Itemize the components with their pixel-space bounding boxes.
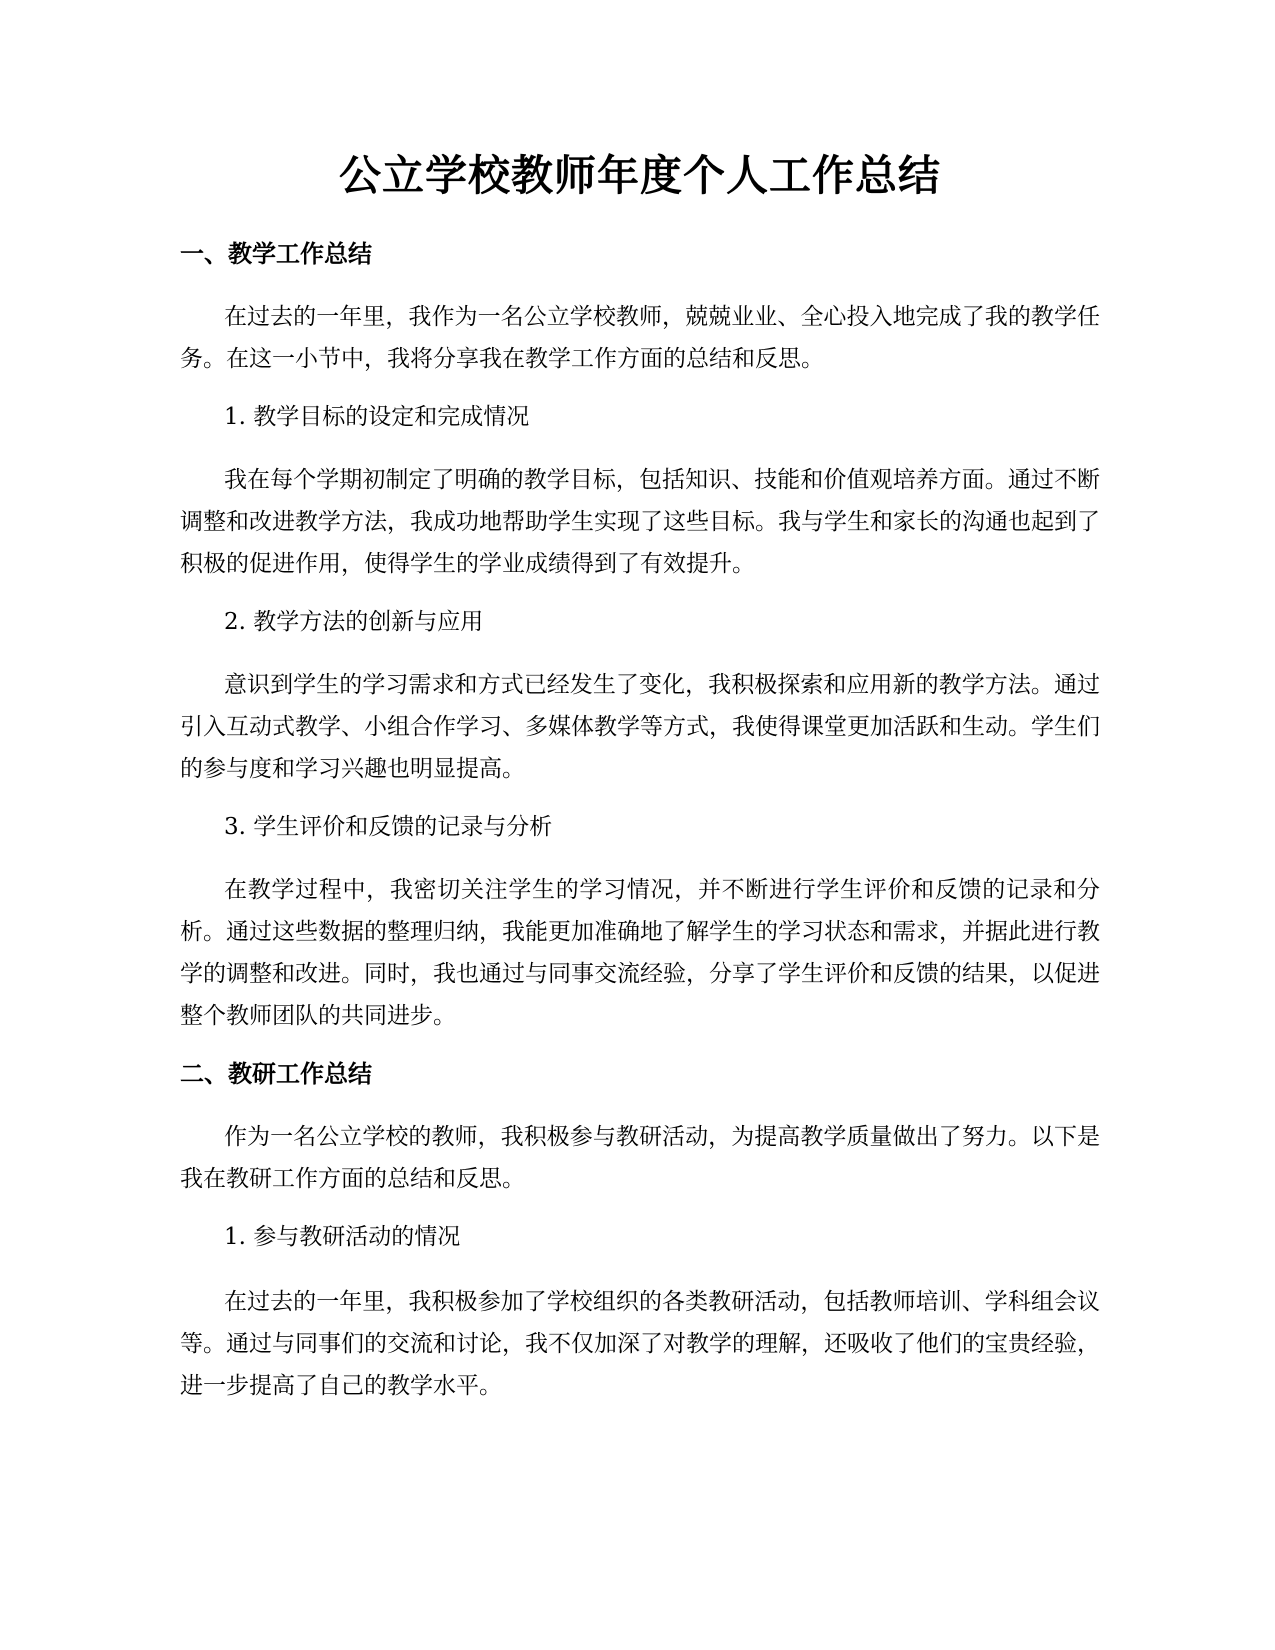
paragraph-teaching-methods: 意识到学生的学习需求和方式已经发生了变化，我积极探索和应用新的教学方法。通过引入互动式教学、小组合作学习、多媒体教学等方式，我使得课堂更加活跃和生动。学生们的参与度和学习兴趣也明显提高。 [180,672,1100,782]
page-title: 公立学校教师年度个人工作总结 [338,151,941,200]
paragraph-teaching-goals: 我在每个学期初制定了明确的教学目标，包括知识、技能和价值观培养方面。通过不断调整和改进教学方法，我成功地帮助学生实现了这些目标。我与学生和家长的沟通也起到了积极的促进作用，使得学生的学业成绩得到了有效提升。 [180,467,1100,577]
item-label-teaching-goals: 1. 教学目标的设定和完成情况 [224,404,530,430]
section-heading-research: 二、教研工作总结 [180,1060,372,1088]
item-label-teaching-methods: 2. 教学方法的创新与应用 [224,609,484,635]
paragraph-research-activities: 在过去的一年里，我积极参加了学校组织的各类教研活动，包括教师培训、学科组会议等。通过与同事们的交流和讨论，我不仅加深了对教学的理解，还吸收了他们的宝贵经验，进一步提高了自己的教学水平。 [180,1289,1100,1399]
paragraph-teaching-intro: 在过去的一年里，我作为一名公立学校教师，兢兢业业、全心投入地完成了我的教学任务。在这一小节中，我将分享我在教学工作方面的总结和反思。 [180,304,1100,372]
item-label-research-activities: 1. 参与教研活动的情况 [224,1224,461,1250]
paragraph-student-evaluation: 在教学过程中，我密切关注学生的学习情况，并不断进行学生评价和反馈的记录和分析。通过这些数据的整理归纳，我能更加准确地了解学生的学习状态和需求，并据此进行教学的调整和改进。同时，我也通过与同事交流经验，分享了学生评价和反馈的结果，以促进整个教师团队的共同进步。 [180,877,1100,1029]
section-heading-teaching: 一、教学工作总结 [180,240,372,268]
item-label-student-evaluation: 3. 学生评价和反馈的记录与分析 [224,814,553,840]
paragraph-research-intro: 作为一名公立学校的教师，我积极参与教研活动，为提高教学质量做出了努力。以下是我在教研工作方面的总结和反思。 [180,1124,1100,1192]
